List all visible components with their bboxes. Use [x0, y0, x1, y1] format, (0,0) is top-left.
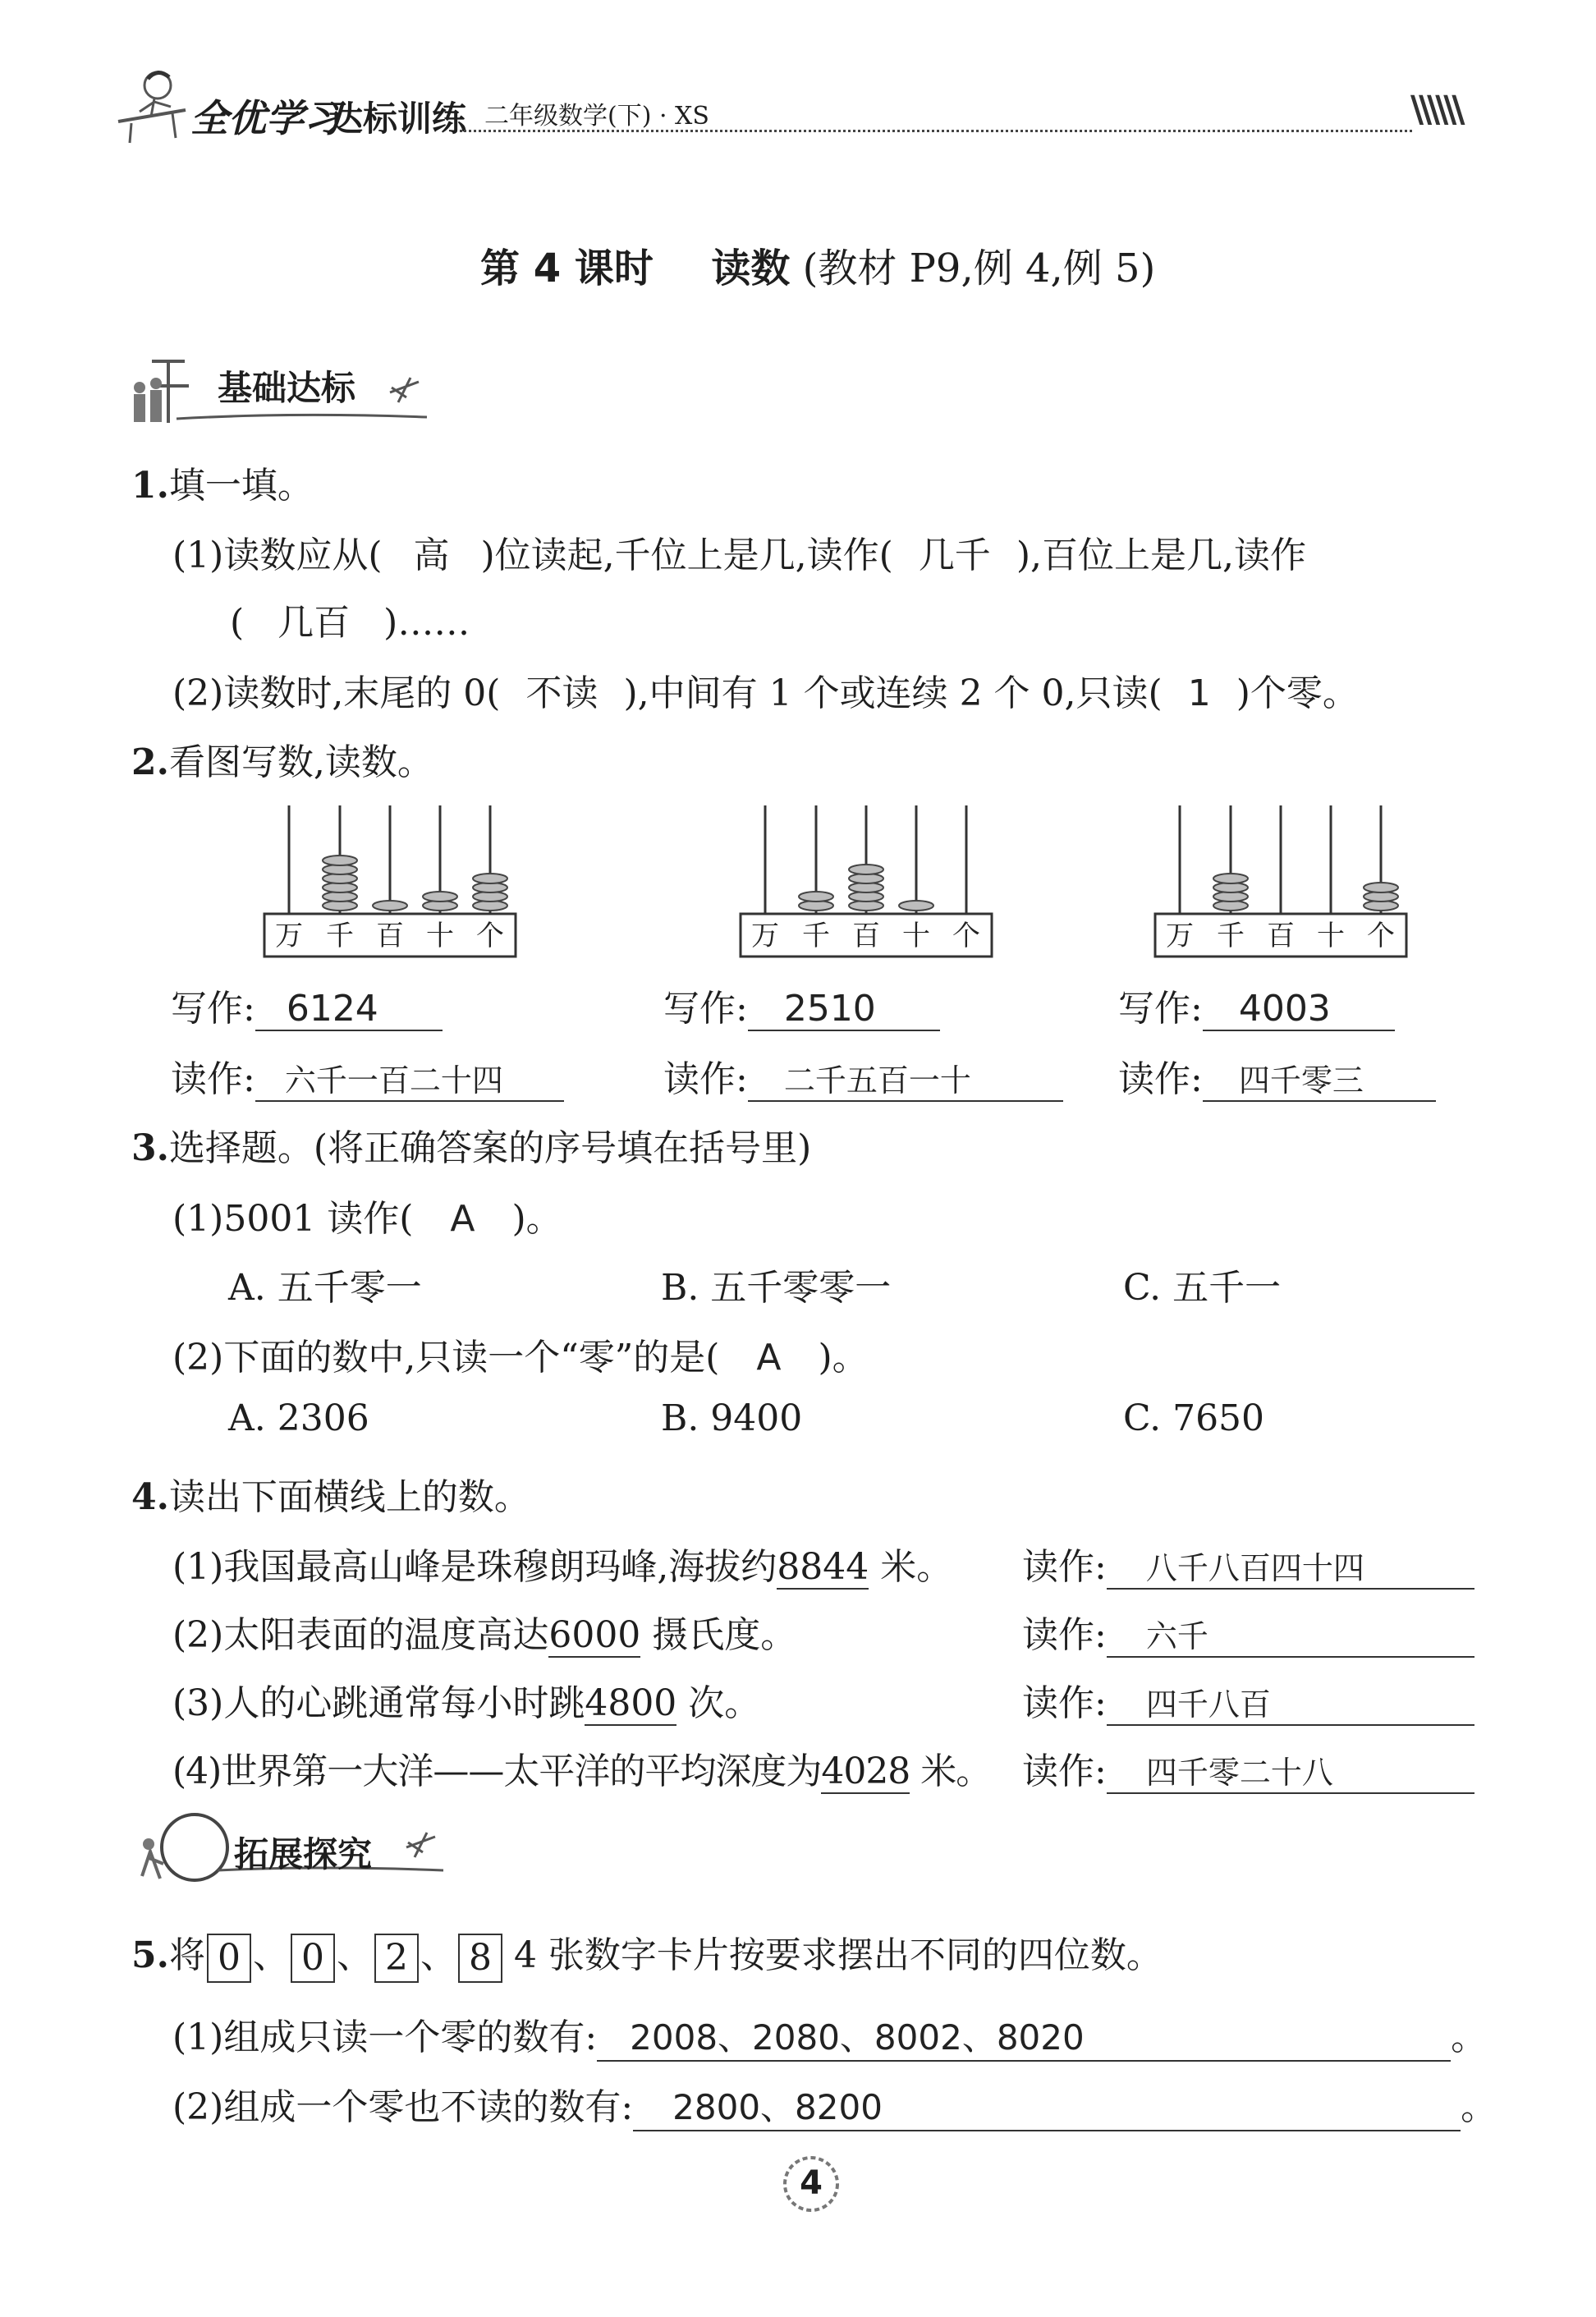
abacus-bead	[373, 901, 407, 911]
text: (	[230, 602, 245, 644]
read-answer[interactable]: 四千零三	[1203, 1055, 1436, 1102]
text: (1)读数应从(	[172, 535, 383, 576]
question-1-stem	[131, 456, 314, 508]
text: 摄氏度。	[640, 1614, 797, 1656]
place-label: 百	[376, 920, 404, 952]
text: )……	[383, 602, 470, 644]
read-answer[interactable]: 六千	[1107, 1611, 1474, 1658]
label: 写作:	[1118, 988, 1203, 1030]
abacus-bead	[899, 901, 933, 911]
q3-p1-option-b: B. 五千零零一	[661, 1267, 892, 1309]
header-subtitle: 二年级数学(下) · XS	[484, 102, 709, 131]
underlined-number: 8844	[777, 1546, 869, 1588]
place-label: 百	[852, 920, 880, 952]
abacus-3-write-row	[1118, 979, 1395, 1031]
text: )个零。	[1236, 672, 1359, 714]
q3-p2-option-b: B. 9400	[661, 1397, 803, 1439]
question-5-part-2	[172, 2077, 1497, 2131]
answer-field[interactable]: A	[450, 1198, 475, 1240]
abacus-2	[739, 801, 1002, 965]
q4-item-3-read	[1022, 1673, 1474, 1726]
abacus-bead	[423, 892, 457, 902]
question-2-stem	[131, 732, 433, 785]
text: 米。	[869, 1546, 953, 1588]
text: (1)5001 读作(	[172, 1198, 414, 1240]
label: 读作:	[1022, 1750, 1107, 1792]
label: 读作:	[171, 1058, 255, 1100]
q4-item-4-read	[1022, 1741, 1474, 1794]
q4-item-1	[172, 1537, 952, 1590]
place-label: 个	[476, 920, 504, 952]
place-label: 十	[426, 920, 454, 952]
answer-field[interactable]: 2800、8200	[633, 2081, 1461, 2131]
label: (2)组成一个零也不读的数有:	[172, 2086, 634, 2128]
section-title-basic: 基础达标	[218, 368, 356, 408]
q3-p2-option-c: C. 7650	[1123, 1397, 1265, 1439]
underlined-number: 6000	[548, 1614, 641, 1656]
text: 。	[1461, 2086, 1497, 2128]
question-text: 看图写数,读数。	[168, 741, 433, 783]
abacus-2-read-row	[663, 1049, 1063, 1102]
place-label: 个	[1367, 920, 1395, 952]
answer-field[interactable]: 1	[1187, 672, 1211, 714]
text: 将	[168, 1934, 205, 1976]
number-card: 0	[207, 1934, 251, 1983]
abacus-bead	[799, 892, 833, 902]
mascot-icon	[107, 64, 197, 146]
separator: 、	[252, 1934, 289, 1976]
label: 读作:	[1022, 1546, 1107, 1588]
lesson-reference: (教材 P9,例 4,例 5)	[802, 245, 1156, 291]
read-answer[interactable]: 四千零二十八	[1107, 1747, 1474, 1794]
q4-item-1-read	[1022, 1537, 1474, 1590]
answer-field[interactable]: 高	[413, 535, 450, 576]
abacus-bead	[849, 865, 883, 874]
text: 米。	[910, 1750, 992, 1792]
text: (2)太阳表面的温度高达	[172, 1614, 549, 1656]
series-name: 达标训练	[328, 99, 467, 139]
text: (1)我国最高山峰是珠穆朗玛峰,海拔约	[172, 1546, 777, 1588]
place-label: 千	[802, 920, 830, 952]
separator: 、	[336, 1934, 373, 1976]
question-number: 1.	[131, 465, 169, 507]
place-label: 十	[1317, 920, 1345, 952]
header-hatch: \\\\\\	[1410, 89, 1461, 131]
text: 次。	[676, 1682, 761, 1724]
answer-field[interactable]: 几千	[918, 535, 991, 576]
text: (2)读数时,末尾的 0(	[172, 672, 501, 714]
q4-item-4	[172, 1741, 991, 1794]
lesson-topic: 读数	[711, 245, 791, 291]
number-card: 2	[374, 1934, 419, 1983]
underlined-number: 4028	[821, 1750, 910, 1792]
abacus-bead	[323, 856, 357, 865]
lesson-number: 第 4 课时	[480, 245, 654, 291]
answer-field[interactable]: 几百	[277, 602, 351, 644]
read-answer[interactable]: 六千一百二十四	[255, 1055, 564, 1102]
section-title-extension: 拓展探究	[234, 1834, 373, 1874]
number-card: 0	[291, 1934, 335, 1983]
place-label: 万	[751, 920, 779, 952]
abacus-bead	[1213, 874, 1248, 883]
question-5-stem	[131, 1925, 1163, 1983]
abacus-bead	[473, 874, 507, 883]
q4-item-2	[172, 1605, 796, 1658]
place-label: 千	[326, 920, 354, 952]
question-text: 填一填。	[168, 465, 314, 507]
question-number: 4.	[131, 1476, 169, 1518]
underlined-number: 4800	[585, 1682, 677, 1724]
question-1-part-1-cont	[230, 593, 470, 645]
abacus-3-read-row	[1118, 1049, 1436, 1102]
text: )位读起,千位上是几,读作(	[480, 535, 893, 576]
abacus-1	[263, 801, 525, 965]
question-1-part-2	[172, 663, 1359, 716]
abacus-bead	[1364, 883, 1398, 892]
q4-item-3	[172, 1673, 760, 1726]
abacus-2-write-row	[663, 979, 940, 1031]
lesson-title	[480, 236, 1155, 293]
abacus-1-write-row	[171, 979, 443, 1031]
place-label: 万	[275, 920, 303, 952]
q4-item-2-read	[1022, 1605, 1474, 1658]
q3-p1-option-a: A. 五千零一	[228, 1267, 422, 1309]
label: 写作:	[663, 988, 748, 1030]
question-1-part-1	[172, 525, 1306, 578]
write-answer[interactable]: 2510	[748, 988, 940, 1031]
text: )。	[818, 1337, 869, 1379]
question-text: 选择题。(将正确答案的序号填在括号里)	[168, 1127, 812, 1169]
text: 4 张数字卡片按要求摆出不同的四位数。	[513, 1934, 1163, 1976]
label: 读作:	[1118, 1058, 1203, 1100]
label: 读作:	[663, 1058, 748, 1100]
write-answer[interactable]: 6124	[255, 988, 443, 1031]
q3-p1-option-c: C. 五千一	[1123, 1267, 1282, 1309]
read-answer[interactable]: 二千五百一十	[748, 1055, 1063, 1102]
label: (1)组成只读一个零的数有:	[172, 2016, 598, 2058]
label: 读作:	[1022, 1614, 1107, 1656]
text: (2)下面的数中,只读一个“零”的是(	[172, 1337, 720, 1379]
question-number: 2.	[131, 741, 169, 783]
read-answer[interactable]: 八千八百四十四	[1107, 1543, 1474, 1590]
separator: 、	[420, 1934, 456, 1976]
text: (3)人的心跳通常每小时跳	[172, 1682, 585, 1724]
header-rule	[460, 130, 1412, 132]
text: ),百位上是几,读作	[1016, 535, 1306, 576]
answer-field[interactable]: 不读	[525, 672, 598, 714]
text: (4)世界第一大洋——太平洋的平均深度为	[172, 1750, 822, 1792]
answer-field[interactable]: 2008、2080、8002、8020	[597, 2011, 1451, 2062]
place-label: 个	[952, 920, 980, 952]
number-card: 8	[458, 1934, 502, 1983]
abacus-1-read-row	[171, 1049, 564, 1102]
question-3-stem	[131, 1118, 811, 1171]
question-3-part-2	[172, 1328, 869, 1380]
text: 。	[1451, 2016, 1488, 2058]
question-4-stem	[131, 1467, 530, 1520]
q3-p2-option-a: A. 2306	[228, 1397, 369, 1439]
label: 写作:	[171, 988, 255, 1030]
question-5-part-1	[172, 2007, 1487, 2062]
label: 读作:	[1022, 1682, 1107, 1724]
question-number: 3.	[131, 1127, 169, 1169]
abacus-3	[1153, 801, 1416, 965]
question-number: 5.	[131, 1934, 169, 1976]
place-label: 万	[1166, 920, 1194, 952]
answer-field[interactable]: A	[756, 1337, 782, 1379]
text: )。	[511, 1198, 562, 1240]
write-answer[interactable]: 4003	[1203, 988, 1395, 1031]
brand-logo: 全优学习	[190, 96, 342, 140]
question-text: 读出下面横线上的数。	[168, 1476, 530, 1518]
place-label: 百	[1267, 920, 1295, 952]
place-label: 千	[1217, 920, 1245, 952]
read-answer[interactable]: 四千八百	[1107, 1679, 1474, 1726]
text: ),中间有 1 个或连续 2 个 0,只读(	[623, 672, 1163, 714]
question-3-part-1	[172, 1189, 562, 1241]
place-label: 十	[902, 920, 930, 952]
page-number: 4	[800, 2164, 823, 2202]
